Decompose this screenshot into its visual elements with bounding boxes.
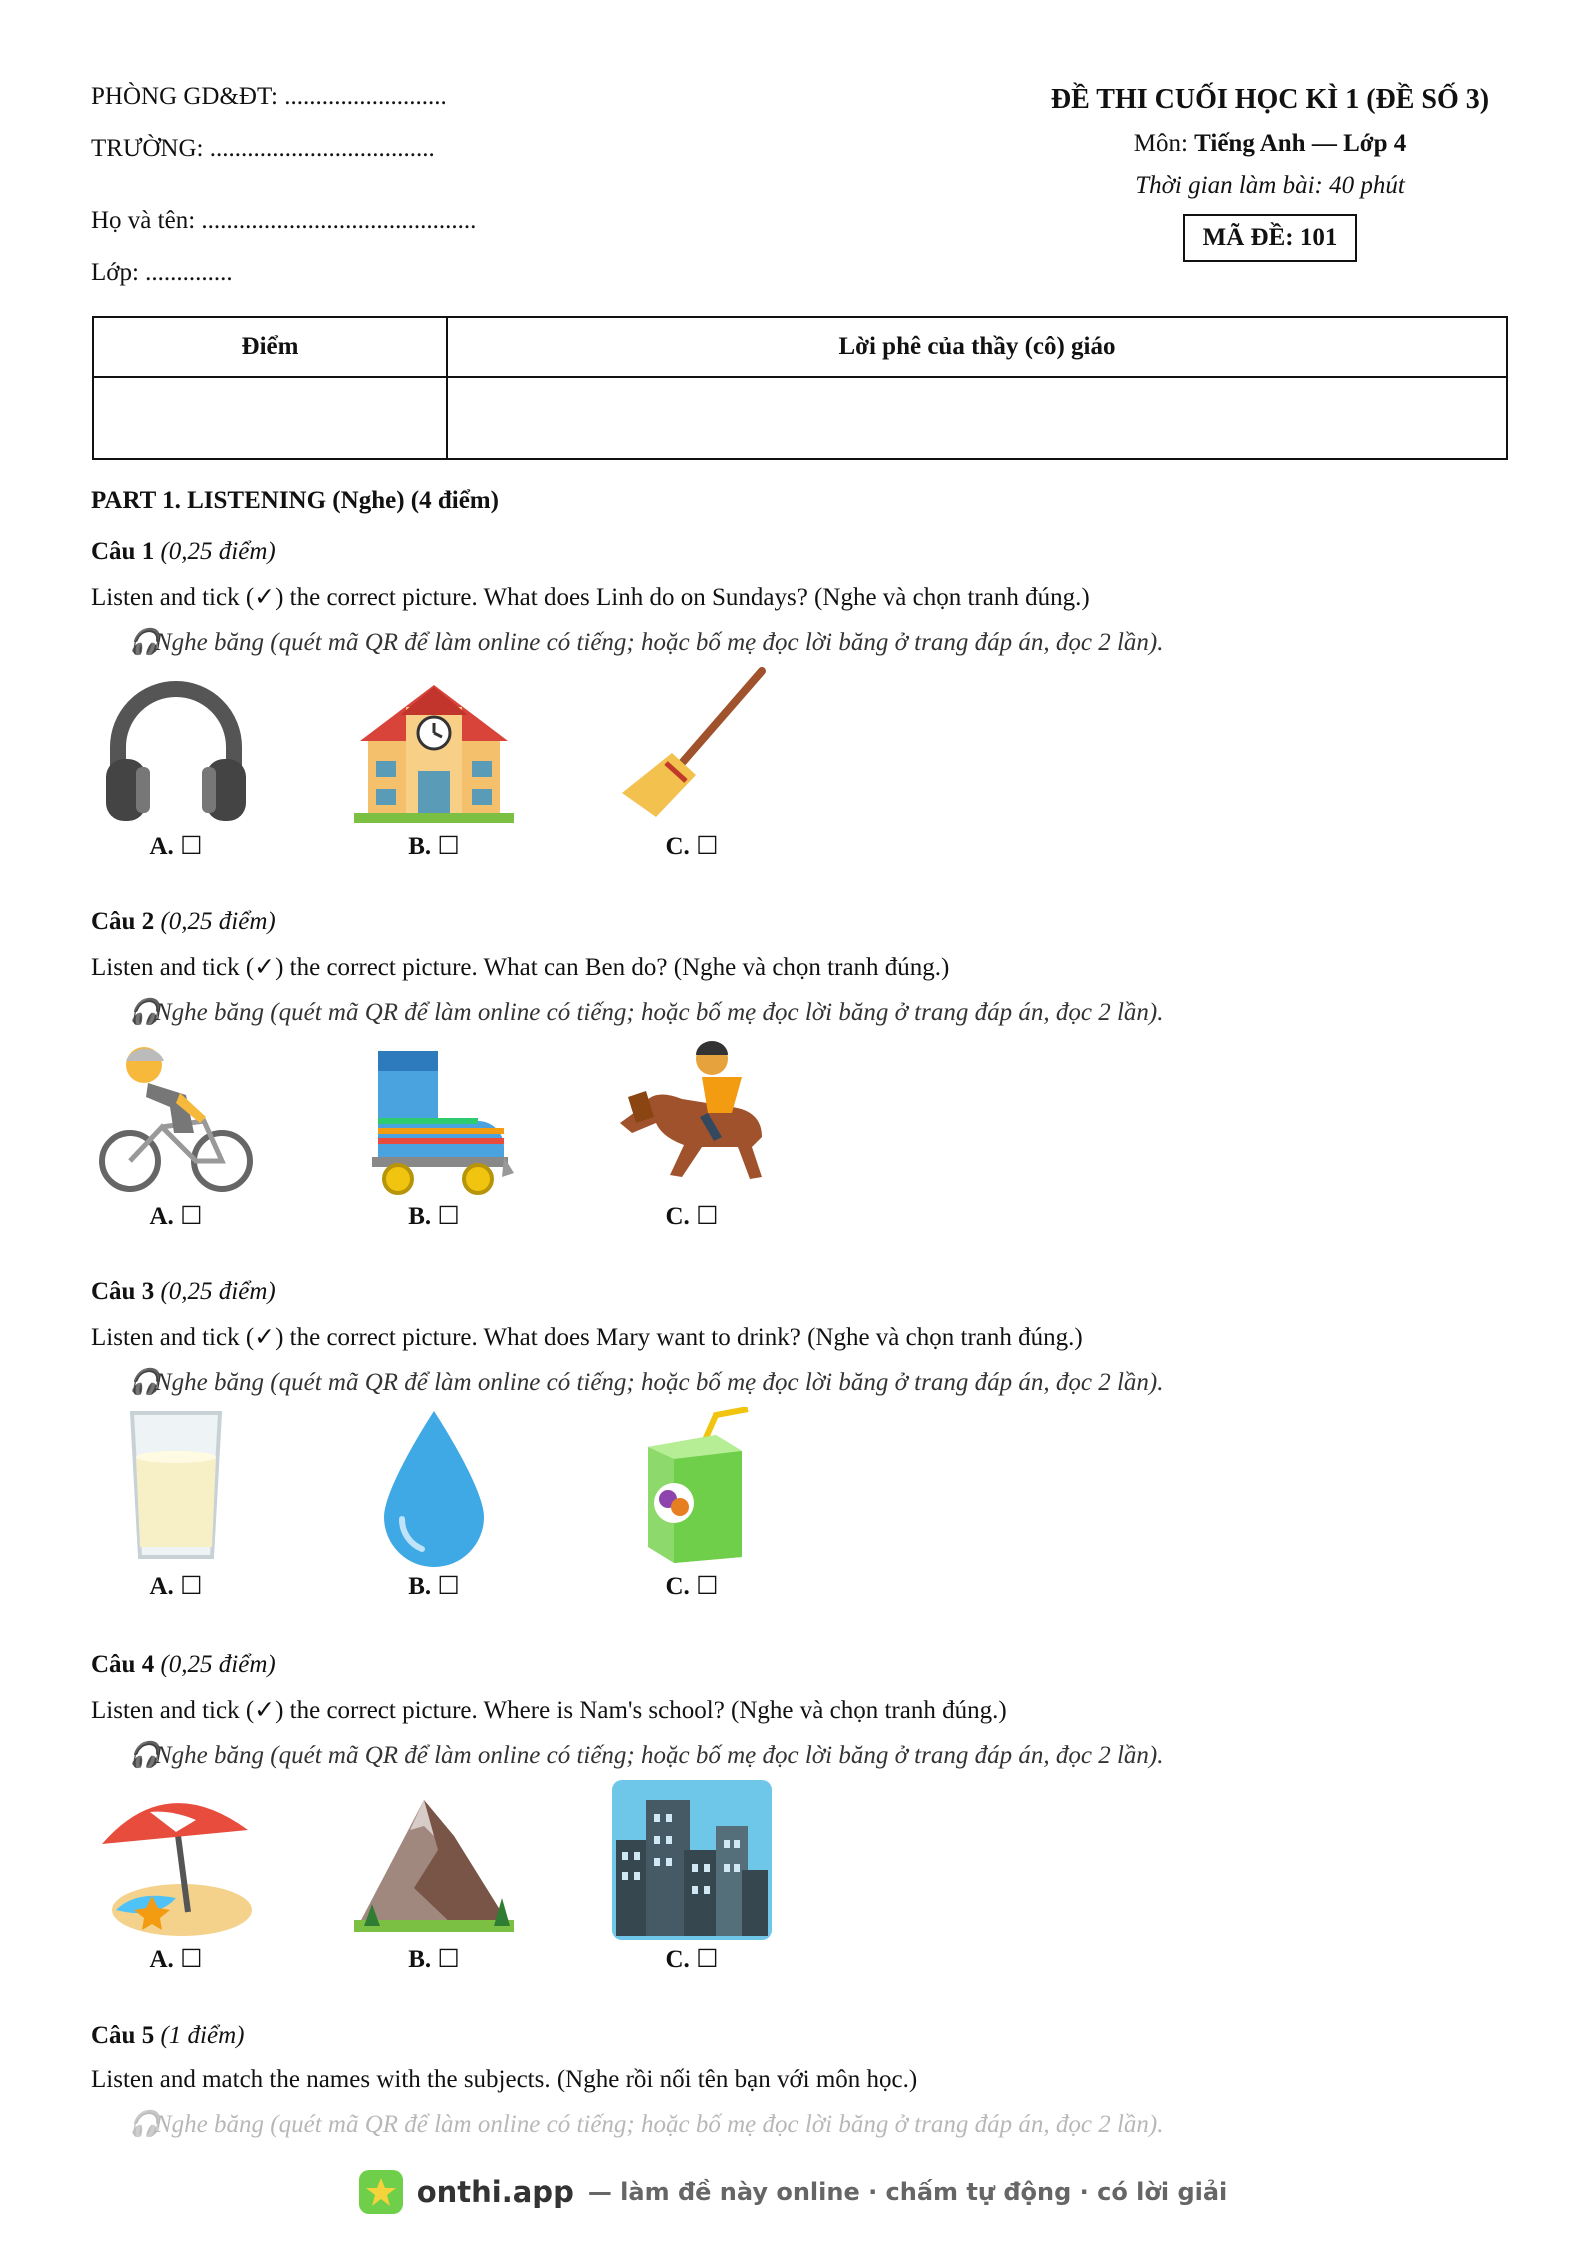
audio-note <box>129 1368 1511 1397</box>
option-label: A. ☐ <box>149 833 203 860</box>
question-points: (0,25 điểm) <box>160 1651 276 1678</box>
checkbox[interactable]: ☐ <box>180 1203 203 1230</box>
score-cell[interactable] <box>93 377 447 459</box>
option-b[interactable] <box>349 1407 519 1601</box>
juice-box-icon <box>612 1407 772 1567</box>
question-points: (0,25 điểm) <box>160 908 276 935</box>
option-label: B. ☐ <box>408 833 460 860</box>
question-heading <box>91 538 1511 566</box>
teacher-comment-cell[interactable] <box>447 377 1507 459</box>
audio-note-text: Nghe băng (quét mã QR để làm online có tiếng; hoặc bố mẹ đọc lời băng ở trang đáp án, đọc 2 lần). <box>155 999 1164 1026</box>
answer-options <box>91 1037 1511 1237</box>
audio-note <box>129 998 1511 1027</box>
option-c[interactable] <box>607 667 777 861</box>
brand-name[interactable]: onthi.app <box>416 2175 574 2209</box>
question-label: Câu 4 <box>91 1651 155 1678</box>
water-drop-icon <box>354 1407 514 1567</box>
answer-options <box>91 667 1511 867</box>
footer-tagline: — làm đề này online · chấm tự động · có lời giải <box>587 2178 1228 2206</box>
score-table <box>92 316 1508 460</box>
checkbox[interactable]: ☐ <box>180 1946 203 1973</box>
audio-note-text: Nghe băng (quét mã QR để làm online có tiếng; hoặc bố mẹ đọc lời băng ở trang đáp án, đọc 2 lần). <box>155 2111 1164 2138</box>
checkbox[interactable]: ☐ <box>180 1573 203 1600</box>
option-b[interactable] <box>349 667 519 861</box>
option-c[interactable] <box>607 1780 777 1974</box>
exam-title: ĐỀ THI CUỐI HỌC KÌ 1 (ĐỀ SỐ 3) <box>1050 84 1490 115</box>
glass-of-milk-icon <box>96 1407 256 1567</box>
time-limit: Thời gian làm bài: 40 phút <box>1135 172 1405 199</box>
question-label: Câu 5 <box>91 2022 155 2049</box>
headphone-icon: 🎧 <box>129 2111 161 2138</box>
question-label: Câu 2 <box>91 908 155 935</box>
score-header: Điểm <box>93 317 447 377</box>
question-heading <box>91 2022 1511 2050</box>
checkbox[interactable]: ☐ <box>437 1573 460 1600</box>
question-4 <box>91 1651 1511 1980</box>
question-text: Listen and match the names with the subjects. (Nghe rồi nối tên bạn với môn học.) <box>91 2066 918 2093</box>
question-text: Listen and tick (✓) the correct picture. What can Ben do? (Nghe và chọn tranh đúng.) <box>91 954 950 981</box>
headphone-icon: 🎧 <box>129 629 161 656</box>
option-a[interactable] <box>91 1780 261 1974</box>
question-heading <box>91 1651 1511 1679</box>
horse-racing-icon <box>612 1037 772 1197</box>
footer-banner[interactable] <box>0 2170 1586 2218</box>
checkbox[interactable]: ☐ <box>696 1946 719 1973</box>
subject-name: Tiếng Anh — Lớp 4 <box>1194 130 1407 157</box>
question-heading <box>91 1278 1511 1306</box>
question-2 <box>91 908 1511 1237</box>
audio-note-text: Nghe băng (quét mã QR để làm online có tiếng; hoặc bố mẹ đọc lời băng ở trang đáp án, đọc 2 lần). <box>155 1742 1164 1769</box>
question-heading <box>91 908 1511 936</box>
audio-note-text: Nghe băng (quét mã QR để làm online có tiếng; hoặc bố mẹ đọc lời băng ở trang đáp án, đọc 2 lần). <box>155 1369 1164 1396</box>
question-text: Listen and tick (✓) the correct picture. Where is Nam's school? (Nghe và chọn tranh đúng.) <box>91 1697 1007 1724</box>
mountain-icon <box>354 1780 514 1940</box>
option-c[interactable] <box>607 1037 777 1231</box>
answer-options <box>91 1407 1511 1607</box>
question-5 <box>91 2022 1511 2139</box>
broom-icon <box>612 667 772 827</box>
question-1 <box>91 538 1511 867</box>
option-label: A. ☐ <box>149 1203 203 1230</box>
option-a[interactable] <box>91 1407 261 1601</box>
phong-gd-line: PHÒNG GD&ĐT: .......................... <box>91 83 447 110</box>
city-icon <box>612 1780 772 1940</box>
headphone-icon: 🎧 <box>129 999 161 1026</box>
question-label: Câu 1 <box>91 538 155 565</box>
checkbox[interactable]: ☐ <box>696 1203 719 1230</box>
option-c[interactable] <box>607 1407 777 1601</box>
checkbox[interactable]: ☐ <box>696 833 719 860</box>
question-text: Listen and tick (✓) the correct picture. What does Linh do on Sundays? (Nghe và chọn tranh đúng.) <box>91 584 1090 611</box>
option-b[interactable] <box>349 1780 519 1974</box>
headphone-icon: 🎧 <box>129 1369 161 1396</box>
option-label: B. ☐ <box>408 1946 460 1973</box>
answer-options <box>91 1780 1511 1980</box>
option-label: B. ☐ <box>408 1203 460 1230</box>
option-label: C. ☐ <box>665 833 719 860</box>
exam-code: MÃ ĐỀ: 101 <box>1183 214 1358 262</box>
onthi-logo-icon <box>359 2170 403 2214</box>
question-points: (0,25 điểm) <box>160 1278 276 1305</box>
option-label: C. ☐ <box>665 1203 719 1230</box>
audio-note <box>129 628 1511 657</box>
question-label: Câu 3 <box>91 1278 155 1305</box>
question-points: (1 điểm) <box>160 2022 245 2049</box>
option-a[interactable] <box>91 1037 261 1231</box>
lop-line: Lớp: .............. <box>91 259 233 286</box>
checkbox[interactable]: ☐ <box>696 1573 719 1600</box>
option-a[interactable] <box>91 667 261 861</box>
checkbox[interactable]: ☐ <box>437 1203 460 1230</box>
option-label: C. ☐ <box>665 1946 719 1973</box>
checkbox[interactable]: ☐ <box>180 833 203 860</box>
teacher-comment-header: Lời phê của thầy (cô) giáo <box>447 317 1507 377</box>
truong-line: TRƯỜNG: .................................... <box>91 135 435 162</box>
headphone-icon: 🎧 <box>129 1742 161 1769</box>
checkbox[interactable]: ☐ <box>437 1946 460 1973</box>
part1-title: PART 1. LISTENING (Nghe) (4 điểm) <box>91 487 499 514</box>
subject-prefix: Môn: <box>1133 130 1195 157</box>
checkbox[interactable]: ☐ <box>437 833 460 860</box>
option-label: C. ☐ <box>665 1573 719 1600</box>
option-b[interactable] <box>349 1037 519 1231</box>
beach-umbrella-icon <box>96 1780 256 1940</box>
audio-note <box>129 2110 1511 2139</box>
option-label: A. ☐ <box>149 1946 203 1973</box>
option-label: B. ☐ <box>408 1573 460 1600</box>
headphones-icon <box>96 667 256 827</box>
question-text: Listen and tick (✓) the correct picture. What does Mary want to drink? (Nghe và chọn tranh đúng.) <box>91 1324 1083 1351</box>
audio-note <box>129 1741 1511 1770</box>
cyclist-icon <box>96 1037 256 1197</box>
audio-note-text: Nghe băng (quét mã QR để làm online có tiếng; hoặc bố mẹ đọc lời băng ở trang đáp án, đọc 2 lần). <box>155 629 1164 656</box>
exam-info <box>1000 84 1540 262</box>
option-label: A. ☐ <box>149 1573 203 1600</box>
ho-ten-line: Họ và tên: ............................................ <box>91 207 477 234</box>
roller-skate-icon <box>354 1037 514 1197</box>
subject-line <box>1000 130 1540 158</box>
school-icon <box>354 667 514 827</box>
question-points: (0,25 điểm) <box>160 538 276 565</box>
question-3 <box>91 1278 1511 1607</box>
